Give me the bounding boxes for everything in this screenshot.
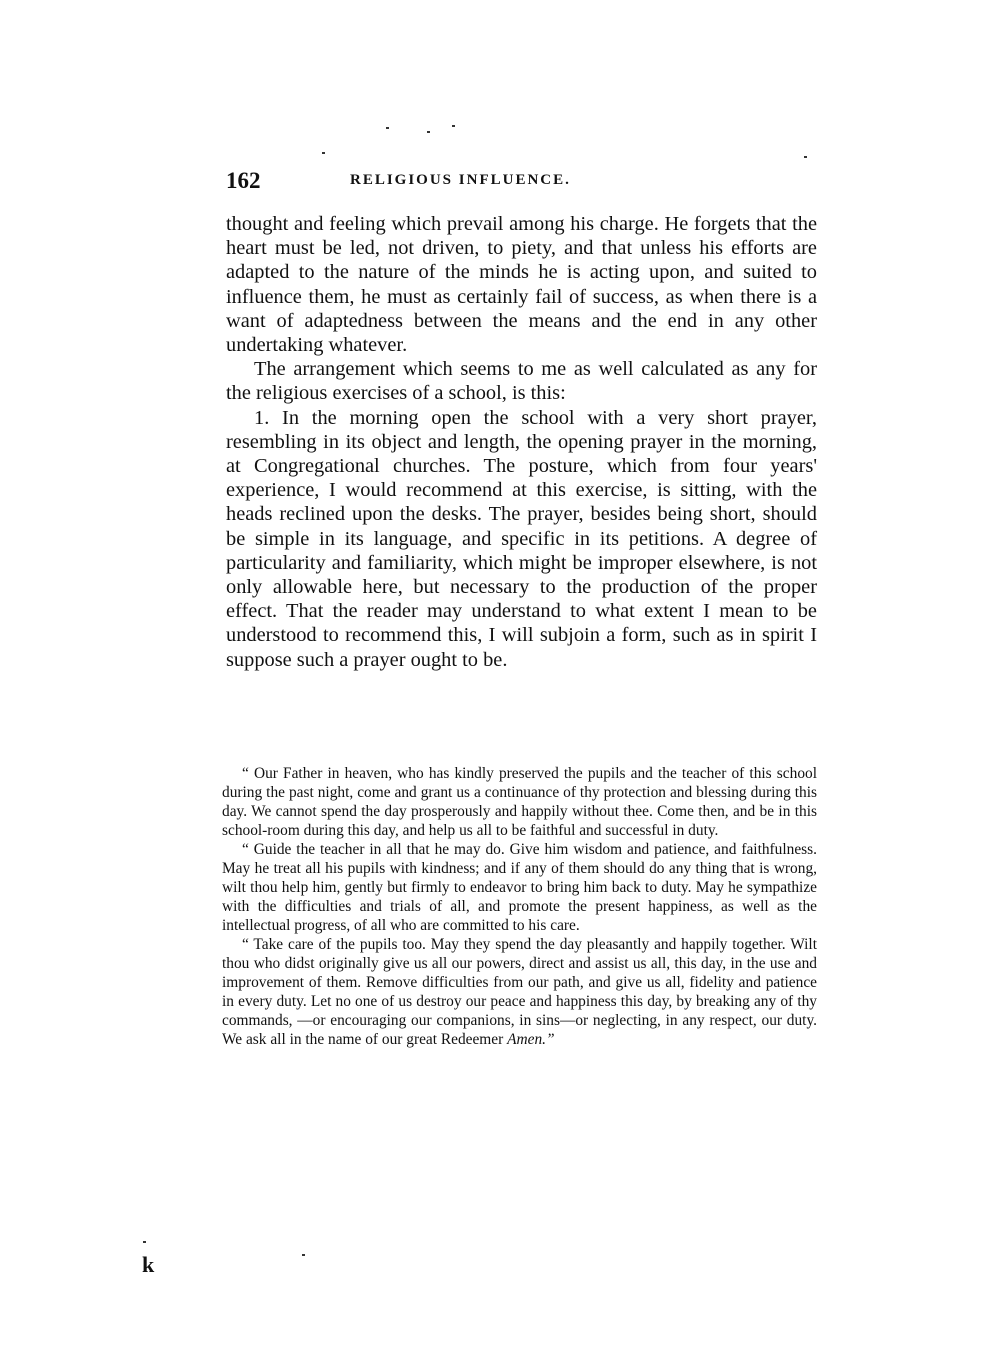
scan-speck [452, 125, 455, 127]
scan-speck [804, 156, 807, 158]
prayer-paragraph: “ Our Father in heaven, who has kindly preserved the pupils and the teacher of this school during the past night, come and grant us a continuance of thy protection and blessing during this day. We cannot spend the day prosperously and happily without thee. Come then, and be in this school-room during this day, and help us all to be faithful and successful in duty. [222, 765, 817, 839]
scan-speck [427, 131, 430, 133]
main-text [226, 212, 817, 672]
prayer-extract [222, 764, 817, 1049]
scan-speck [302, 1254, 305, 1256]
prayer-paragraph: “ Guide the teacher in all that he may do. Give him wisdom and patience, and faithfulness. May he treat all his pupils with kindness; and if any of them should do any thing that is wrong, wilt thou help him, gently but firmly to endeavor to bring him back to duty. May he sympathize with the difficulties and trials of all, and promote the present happiness, as well as the intellectual progress, of all who are committed to his care. [222, 841, 817, 934]
paragraph: thought and feeling which prevail among his charge. He forgets that the heart must be led, not driven, to piety, and that unless his efforts are adapted to the nature of the minds he is acting upon, and suited to influence them, he must as certainly fail of success, as when there is a want of adaptedness between the means and the end in any other undertaking whatever. [226, 213, 817, 357]
scan-speck [143, 1241, 146, 1243]
scan-speck [322, 152, 325, 154]
prayer-paragraph [222, 935, 817, 1049]
page-number: 162 [226, 168, 261, 193]
prayer-closing: Amen.” [507, 1031, 555, 1048]
paragraph: The arrangement which seems to me as well calculated as any for the religious exercises of a school, is this: [226, 358, 817, 405]
scan-speck [386, 127, 389, 129]
margin-mark: k [142, 1252, 155, 1277]
paragraph: 1. In the morning open the school with a very short prayer, resembling in its object and length, the opening prayer in the morning, at Congregational churches. The posture, which from four years' experience, I would recommend at this exercise, is sitting, with the heads reclined upon the desks. The prayer, besides being short, should be simple in its language, and specific in its petitions. A degree of particularity and familiarity, which might be improper elsewhere, is not only allowable here, but necessary to the production of the proper effect. That the reader may understand to what extent I mean to be understood to recommend this, I will subjoin a form, such as in spirit I suppose such a prayer ought to be. [226, 406, 817, 671]
prayer-paragraph-text: “ Take care of the pupils too. May they spend the day pleasantly and happily together. Wilt thou who didst originally give us all our powers, direct and assist us all, this day, in the use and improvement of them. Remove difficulties from our path, and give us all, fidelity and patience in every duty. Let no one of us destroy our peace and happiness this day, by breaking any of thy commands, —or encouraging our companions, in sins—or neglecting, in any respect, our duty. We ask all in the name of our great Redeemer [222, 936, 817, 1048]
page-header [226, 168, 816, 198]
running-head: RELIGIOUS INFLUENCE. [350, 172, 571, 188]
